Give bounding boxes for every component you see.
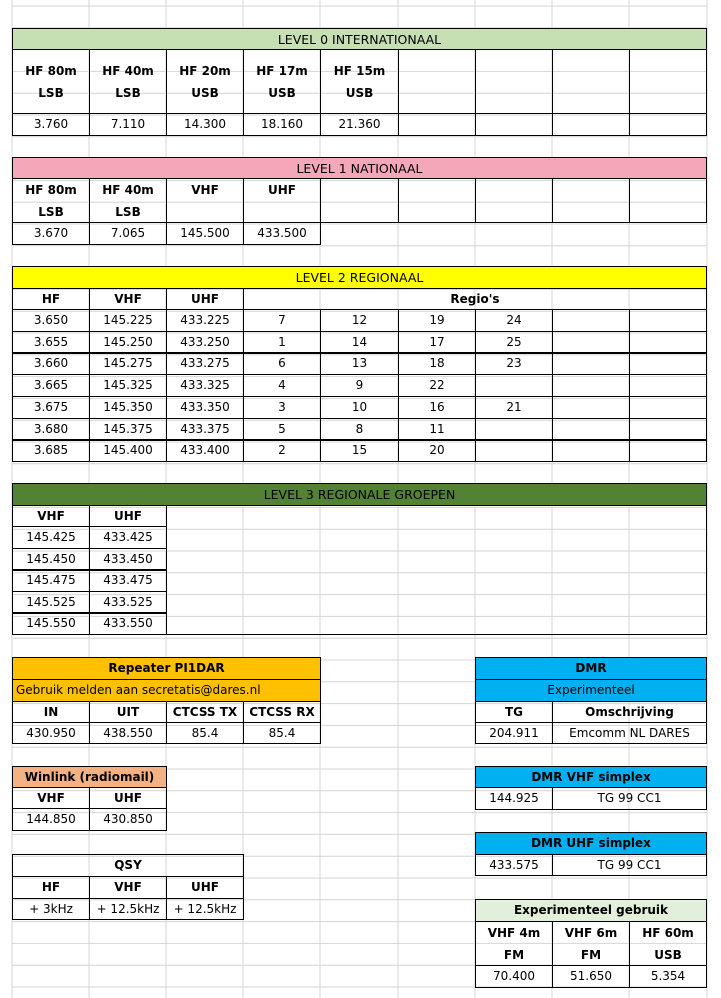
level2-region-cell: 15	[320, 439, 399, 462]
repeater-value: 85.4	[243, 722, 321, 744]
experimental-band-label: VHF 4m	[487, 925, 541, 940]
experimental-band-header	[629, 921, 707, 966]
level0-empty-header	[629, 49, 707, 114]
level0-band-header	[166, 49, 244, 114]
dmr-subtitle: Experimenteel	[475, 679, 707, 702]
experimental-mode-label: FM	[580, 947, 602, 962]
level2-freq-cell: 433.400	[166, 439, 244, 462]
level2-region-cell: 14	[320, 331, 399, 354]
level2-region-cell	[475, 374, 553, 397]
level1-freq: 3.670	[12, 222, 90, 245]
level2-freq-cell: 3.655	[12, 331, 90, 354]
level3-freq-cell: 145.525	[12, 591, 90, 614]
level0-empty-header	[475, 49, 553, 114]
level0-mode-label: USB	[191, 85, 219, 100]
level0-empty-cell	[629, 113, 707, 136]
level2-empty-cell	[552, 396, 630, 419]
level2-region-cell: 21	[475, 396, 553, 419]
level3-freq-cell: 145.475	[12, 569, 90, 592]
clipped-top-row	[0, 0, 220, 8]
level2-header-uhf: UHF	[166, 288, 244, 310]
level1-band-label: HF 80m	[25, 182, 77, 197]
level2-freq-cell: 3.660	[12, 352, 90, 375]
qsy-header: UHF	[166, 876, 244, 899]
level2-freq-cell: 3.685	[12, 439, 90, 462]
level2-freq-cell: 433.250	[166, 331, 244, 354]
level1-band-header	[243, 178, 321, 223]
level2-region-cell: 23	[475, 352, 553, 375]
experimental-freq: 70.400	[475, 965, 553, 988]
dmr-header-tg: TG	[475, 701, 553, 723]
repeater-subtitle: Gebruik melden aan secretatis@dares.nl	[12, 679, 321, 702]
winlink-vhf-value: 144.850	[12, 808, 90, 831]
level2-region-cell: 11	[398, 418, 476, 441]
level2-region-cell: 17	[398, 331, 476, 354]
level3-freq-cell: 433.450	[89, 548, 167, 571]
level2-empty-cell	[629, 352, 707, 375]
level2-empty-cell	[552, 439, 630, 462]
level2-header-vhf: VHF	[89, 288, 167, 310]
repeater-header: CTCSS RX	[243, 701, 321, 723]
level1-mode-label: LSB	[115, 204, 141, 219]
level0-band-label: HF 17m	[256, 63, 308, 78]
level2-region-cell: 25	[475, 331, 553, 354]
level2-freq-cell: 145.250	[89, 331, 167, 354]
level2-region-cell: 5	[243, 418, 321, 441]
level2-region-cell: 13	[320, 352, 399, 375]
dmr-vhf-simplex-tg: TG 99 CC1	[552, 787, 707, 810]
level2-region-cell: 8	[320, 418, 399, 441]
level2-region-cell: 24	[475, 309, 553, 332]
level2-empty-cell	[629, 309, 707, 332]
level0-band-header	[89, 49, 167, 114]
level1-mode-label: LSB	[38, 204, 64, 219]
level1-empty-header	[475, 178, 553, 223]
dmr-header-description: Omschrijving	[552, 701, 707, 723]
level1-band-header	[166, 178, 244, 223]
level0-band-label: HF 15m	[333, 63, 386, 78]
qsy-header: HF	[12, 876, 90, 899]
level2-region-cell: 18	[398, 352, 476, 375]
level0-freq: 18.160	[243, 113, 321, 136]
level3-freq-cell: 145.450	[12, 548, 90, 571]
level2-region-cell: 19	[398, 309, 476, 332]
experimental-band-header	[475, 921, 553, 966]
level2-region-cell: 9	[320, 374, 399, 397]
level2-region-cell: 2	[243, 439, 321, 462]
level3-freq-cell: 433.525	[89, 591, 167, 614]
level2-freq-cell: 3.680	[12, 418, 90, 441]
level2-empty-cell	[629, 331, 707, 354]
level0-band-label: HF 40m	[102, 63, 154, 78]
level2-freq-cell: 3.650	[12, 309, 90, 332]
winlink-header-vhf: VHF	[12, 787, 90, 809]
level2-region-cell: 10	[320, 396, 399, 419]
level2-freq-cell: 433.275	[166, 352, 244, 375]
level1-empty-header	[320, 178, 399, 223]
dmr-uhf-simplex-tg: TG 99 CC1	[552, 854, 707, 876]
level0-empty-header	[552, 49, 630, 114]
level2-empty-cell	[552, 309, 630, 332]
level2-freq-cell: 145.325	[89, 374, 167, 397]
level1-freq: 7.065	[89, 222, 167, 245]
qsy-value: + 3kHz	[12, 898, 90, 920]
level0-mode-label: LSB	[38, 85, 64, 100]
level2-empty-cell	[552, 418, 630, 441]
level0-band-label: HF 80m	[25, 63, 77, 78]
level0-freq: 3.760	[12, 113, 90, 136]
level2-empty-cell	[629, 439, 707, 462]
level2-empty-cell	[552, 352, 630, 375]
dmr-vhf-simplex-freq: 144.925	[475, 787, 553, 810]
level2-freq-cell: 145.400	[89, 439, 167, 462]
level2-region-cell	[475, 439, 553, 462]
dmr-title: DMR	[475, 657, 707, 680]
qsy-title: QSY	[12, 854, 244, 877]
repeater-value: 85.4	[166, 722, 244, 744]
level1-band-label: UHF	[268, 183, 296, 197]
repeater-value: 438.550	[89, 722, 167, 744]
level2-region-cell: 22	[398, 374, 476, 397]
level2-title: LEVEL 2 REGIONAAL	[12, 266, 707, 289]
level2-region-cell: 12	[320, 309, 399, 332]
repeater-value: 430.950	[12, 722, 90, 744]
level3-freq-cell: 433.550	[89, 612, 167, 635]
dmr-uhf-simplex-freq: 433.575	[475, 854, 553, 876]
level2-region-cell	[475, 418, 553, 441]
repeater-header: UIT	[89, 701, 167, 723]
qsy-header: VHF	[89, 876, 167, 899]
qsy-value: + 12.5kHz	[166, 898, 244, 920]
experimental-mode-label: FM	[503, 947, 525, 962]
level1-title: LEVEL 1 NATIONAAL	[12, 157, 707, 179]
qsy-value: + 12.5kHz	[89, 898, 167, 920]
repeater-title: Repeater PI1DAR	[12, 657, 321, 680]
level1-freq: 433.500	[243, 222, 321, 245]
level3-header-vhf: VHF	[12, 505, 90, 527]
level2-header-hf: HF	[12, 288, 90, 310]
dmr-vhf-simplex-title: DMR VHF simplex	[475, 766, 707, 788]
level0-freq: 14.300	[166, 113, 244, 136]
experimental-title: Experimenteel gebruik	[475, 899, 707, 922]
level1-band-header	[89, 178, 167, 223]
level2-empty-cell	[629, 396, 707, 419]
level2-freq-cell: 145.350	[89, 396, 167, 419]
level2-region-cell: 7	[243, 309, 321, 332]
level1-band-header	[12, 178, 90, 223]
level1-freq: 145.500	[166, 222, 244, 245]
level0-mode-label: USB	[268, 85, 296, 100]
experimental-mode-label: USB	[654, 947, 682, 962]
level2-empty-cell	[629, 374, 707, 397]
level0-band-header	[243, 49, 321, 114]
winlink-uhf-value: 430.850	[89, 808, 167, 831]
level2-region-cell: 4	[243, 374, 321, 397]
level0-band-header	[320, 49, 399, 114]
level0-mode-label: USB	[345, 85, 374, 100]
level2-empty-cell	[552, 374, 630, 397]
level0-mode-label: LSB	[115, 85, 141, 100]
level2-freq-cell: 433.350	[166, 396, 244, 419]
level2-empty-cell	[552, 331, 630, 354]
level2-header-regions: Regio's	[243, 288, 707, 310]
level2-freq-cell: 145.375	[89, 418, 167, 441]
dmr-uhf-simplex-title: DMR UHF simplex	[475, 832, 707, 855]
level3-freq-cell: 145.550	[12, 612, 90, 635]
level2-region-cell: 20	[398, 439, 476, 462]
level0-freq: 21.360	[320, 113, 399, 136]
level2-freq-cell: 3.665	[12, 374, 90, 397]
level2-region-cell: 6	[243, 352, 321, 375]
level2-empty-cell	[629, 418, 707, 441]
level2-freq-cell: 433.325	[166, 374, 244, 397]
level1-empty-header	[629, 178, 707, 223]
level3-merged-blank	[166, 505, 707, 635]
level0-title: LEVEL 0 INTERNATIONAAL	[12, 28, 707, 50]
experimental-band-label: VHF 6m	[564, 925, 618, 940]
level0-band-label: HF 20m	[179, 63, 231, 78]
level3-freq-cell: 145.425	[12, 526, 90, 549]
dmr-description-value: Emcomm NL DARES	[552, 722, 707, 744]
level1-band-label: VHF	[191, 183, 219, 197]
level0-empty-header	[398, 49, 476, 114]
level0-empty-cell	[398, 113, 476, 136]
level1-band-label: HF 40m	[102, 182, 154, 197]
level0-empty-cell	[552, 113, 630, 136]
level2-freq-cell: 145.225	[89, 309, 167, 332]
level1-empty-header	[398, 178, 476, 223]
repeater-header: CTCSS TX	[166, 701, 244, 723]
experimental-band-header	[552, 921, 630, 966]
dmr-tg-value: 204.911	[475, 722, 553, 744]
experimental-freq: 51.650	[552, 965, 630, 988]
level1-empty-header	[552, 178, 630, 223]
level3-freq-cell: 433.425	[89, 526, 167, 549]
level2-region-cell: 3	[243, 396, 321, 419]
repeater-header: IN	[12, 701, 90, 723]
level3-freq-cell: 433.475	[89, 569, 167, 592]
level2-freq-cell: 433.225	[166, 309, 244, 332]
winlink-header-uhf: UHF	[89, 787, 167, 809]
level2-freq-cell: 433.375	[166, 418, 244, 441]
level0-band-header	[12, 49, 90, 114]
level2-region-cell: 16	[398, 396, 476, 419]
level2-region-cell: 1	[243, 331, 321, 354]
level3-header-uhf: UHF	[89, 505, 167, 527]
level0-empty-cell	[475, 113, 553, 136]
level2-freq-cell: 3.675	[12, 396, 90, 419]
experimental-band-label: HF 60m	[642, 925, 694, 940]
level2-freq-cell: 145.275	[89, 352, 167, 375]
winlink-title: Winlink (radiomail)	[12, 766, 167, 788]
level3-title: LEVEL 3 REGIONALE GROEPEN	[12, 483, 707, 506]
level0-freq: 7.110	[89, 113, 167, 136]
experimental-freq: 5.354	[629, 965, 707, 988]
